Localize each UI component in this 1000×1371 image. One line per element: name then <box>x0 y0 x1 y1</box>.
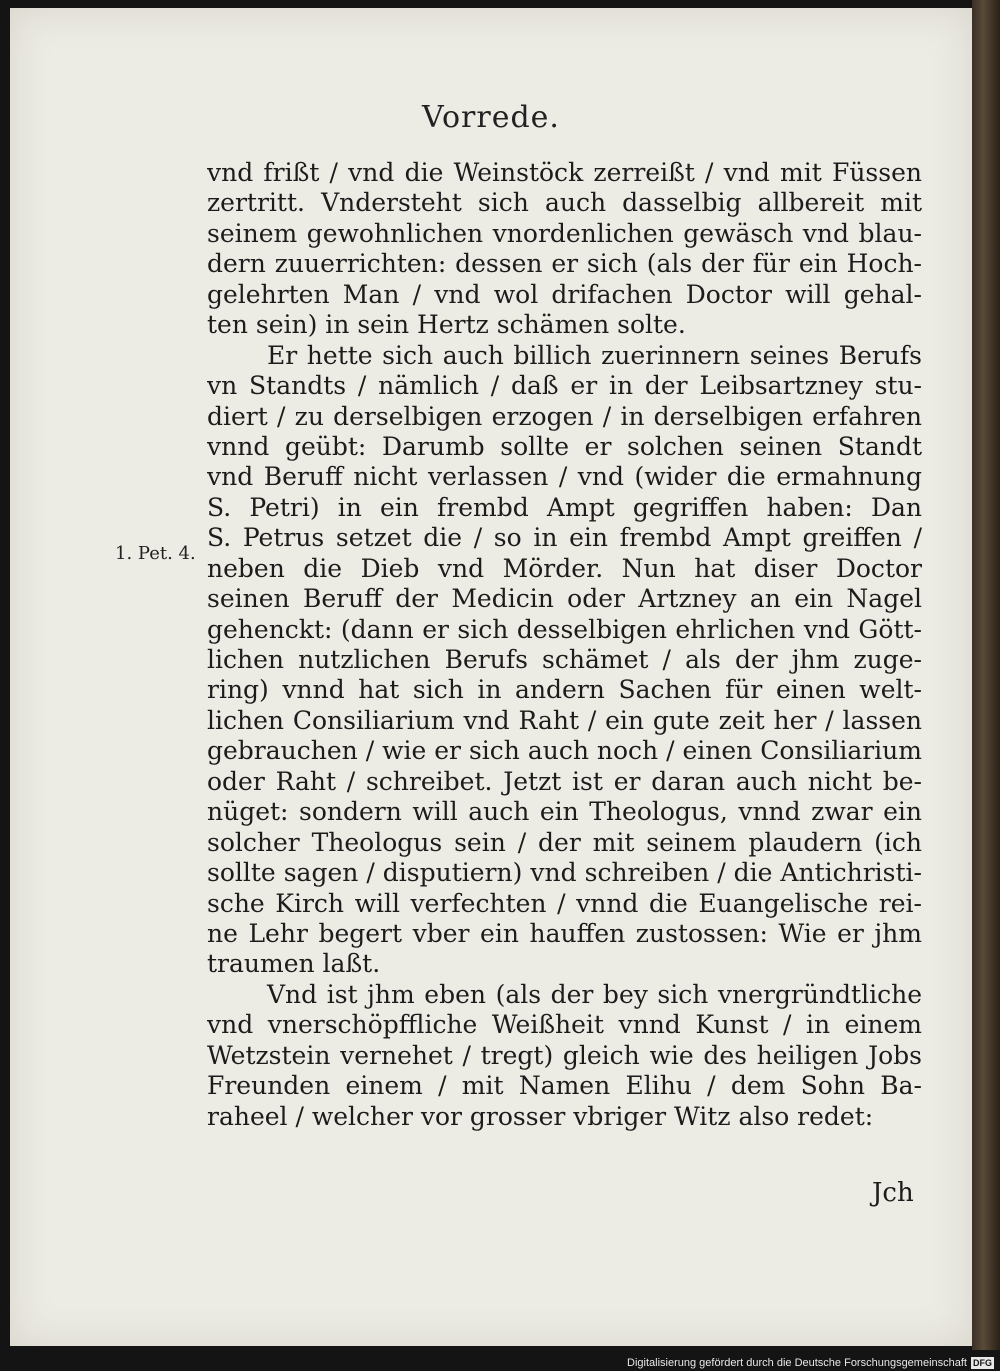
running-head: Vorrede. <box>422 100 560 135</box>
text-line: solcher Theologus sein / der mit seinem plaudern (ich <box>207 827 922 857</box>
text-line: raheel / welcher vor grosser vbriger Witz also redet: <box>207 1101 874 1131</box>
text-line: gehenckt: (dann er sich desselbigen ehrlichen vnd Gött- <box>207 614 922 644</box>
text-line: lichen Consiliarium vnd Raht / ein gute zeit her / lassen <box>207 705 922 735</box>
text-line: Er hette sich auch billich zuerinnern seines Berufs <box>267 340 922 370</box>
text-line: sche Kirch will verfechten / vnnd die Euangelische rei- <box>207 888 922 918</box>
text-line: S. Petri) in ein frembd Ampt gegriffen haben: Dan <box>207 492 922 522</box>
text-line: vn Standts / nämlich / daß er in der Leibsartzney stu- <box>207 371 922 401</box>
text-line: ne Lehr begert vber ein hauffen zustossen: Wie er jhm <box>207 918 922 948</box>
catchword: Jch <box>872 1178 914 1208</box>
text-line: ten sein) in sein Hertz schämen solte. <box>207 310 686 340</box>
text-line: zertritt. Vndersteht sich auch dasselbig allbereit mit <box>207 188 922 218</box>
text-line: dern zuuerrichten: dessen er sich (als der für ein Hoch- <box>207 249 922 279</box>
text-line: vnd vnerschöpffliche Weißheit vnnd Kunst / in einem <box>207 1010 922 1040</box>
body-text <box>207 158 922 1132</box>
credit-text: Digitalisierung gefördert durch die Deutsche Forschungsgemeinschaft <box>627 1357 967 1369</box>
text-line: nüget: sondern will auch ein Theologus, vnnd zwar ein <box>207 797 922 827</box>
scanned-page <box>10 8 972 1346</box>
text-line: diert / zu derselbigen erzogen / in derselbigen erfahren <box>207 401 922 431</box>
text-line: Vnd ist jhm eben (als der bey sich vnergründtliche <box>267 979 922 1009</box>
text-line: Wetzstein vernehet / tregt) gleich wie des heiligen Jobs <box>207 1040 922 1070</box>
text-line: traumen laßt. <box>207 949 381 979</box>
text-line: Freunden einem / mit Namen Elihu / dem Sohn Ba- <box>207 1071 922 1101</box>
text-line: gelehrten Man / vnd wol drifachen Doctor will gehal- <box>207 279 922 309</box>
text-line: vnnd geübt: Darumb sollte er solchen seinen Standt <box>207 431 922 461</box>
text-line: vnd Beruff nicht verlassen / vnd (wider die ermahnung <box>207 462 922 492</box>
dfg-logo-icon: DFG <box>973 1358 992 1368</box>
text-line: seinen Beruff der Medicin oder Artzney an ein Nagel <box>207 584 922 614</box>
text-line: S. Petrus setzet die / so in ein frembd Ampt greiffen / <box>207 523 922 553</box>
text-line: sollte sagen / disputiern) vnd schreiben / die Antichristi- <box>207 858 922 888</box>
text-line: gebrauchen / wie er sich auch noch / einen Consiliarium <box>207 736 922 766</box>
text-line: seinem gewohnlichen vnordenlichen gewäsch vnd blau- <box>207 218 922 248</box>
text-line: neben die Dieb vnd Mörder. Nun hat diser Doctor <box>207 553 922 583</box>
book-spine <box>972 0 1000 1350</box>
text-line: ring) vnnd hat sich in andern Sachen für einen welt- <box>207 675 922 705</box>
margin-note: 1. Pet. 4. <box>115 543 196 564</box>
text-line: lichen nutzlichen Berufs schämet / als der jhm zuge- <box>207 645 922 674</box>
digitization-credit <box>627 1357 994 1369</box>
text-line: vnd frißt / vnd die Weinstöck zerreißt / vnd mit Füssen <box>207 158 922 187</box>
text-line: oder Raht / schreibet. Jetzt ist er daran auch nicht be- <box>207 766 922 796</box>
